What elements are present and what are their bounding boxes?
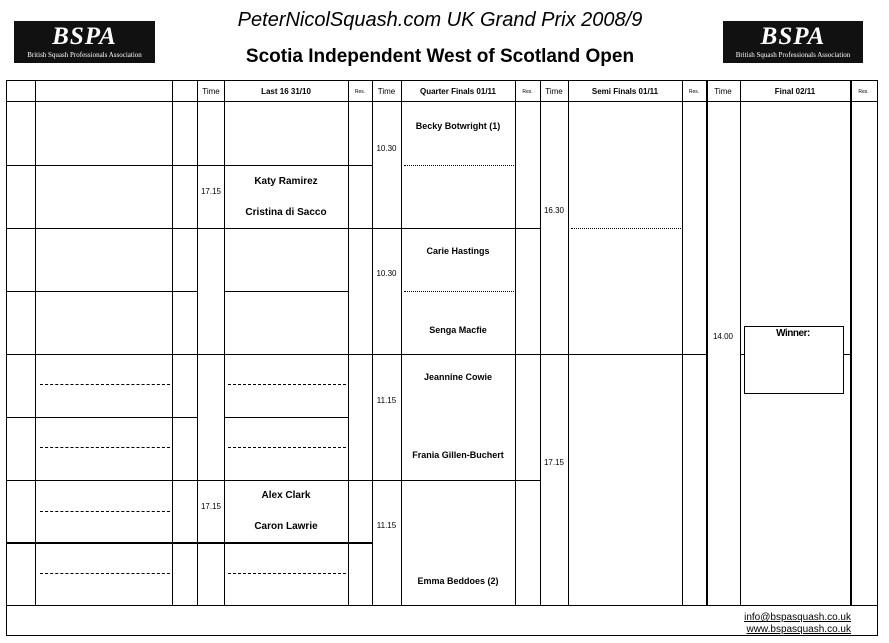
player-line xyxy=(404,291,514,292)
grid-col xyxy=(568,80,569,605)
match-time: 16.30 xyxy=(543,206,565,215)
col-header-res: Res. xyxy=(354,89,366,95)
player-name: Frania Gillen-Buchert xyxy=(412,450,504,460)
grid-col xyxy=(348,80,349,605)
row-line xyxy=(224,417,348,418)
winner-box xyxy=(744,326,844,394)
row-line xyxy=(6,165,373,166)
player-name: Cristina di Sacco xyxy=(245,207,327,218)
match-time: 17.15 xyxy=(543,458,565,467)
logo-subtext: British Squash Professionals Association xyxy=(735,51,851,59)
col-header-time: Time xyxy=(202,87,220,96)
qf-line xyxy=(372,480,540,481)
col-header-semi: Semi Finals 01/11 xyxy=(591,87,659,96)
col-header-res: Res. xyxy=(858,89,869,95)
col-header-time: Time xyxy=(714,87,732,96)
match-time: 10.30 xyxy=(376,144,397,153)
grid-col xyxy=(540,80,541,605)
logo-text: BSPA xyxy=(760,23,826,50)
col-header-time: Time xyxy=(545,87,563,96)
player-name: Alex Clark xyxy=(261,490,311,501)
player-line xyxy=(40,511,170,512)
match-time: 17.15 xyxy=(200,187,222,196)
logo-subtext: British Squash Professionals Association xyxy=(27,51,142,59)
player-name: Carie Hastings xyxy=(426,246,490,256)
row-line xyxy=(224,291,348,292)
row-line xyxy=(6,291,197,292)
header-row-bottom xyxy=(6,101,878,102)
grid-bottom xyxy=(6,605,878,606)
bspa-logo-right xyxy=(723,21,863,63)
grid-col xyxy=(740,80,741,605)
player-name: Senga Macfie xyxy=(429,325,487,335)
row-line xyxy=(6,354,373,355)
grid-col xyxy=(515,80,516,605)
qf-line xyxy=(372,354,540,355)
frame-top xyxy=(6,80,878,81)
match-time: 11.15 xyxy=(376,396,397,405)
grid-col xyxy=(850,80,852,605)
col-header-quarter: Quarter Finals 01/11 xyxy=(419,87,497,96)
qf-line xyxy=(372,228,540,229)
col-header-res: Res. xyxy=(522,89,533,95)
sf-line xyxy=(540,354,706,355)
grid-col xyxy=(401,80,402,605)
player-line xyxy=(571,228,681,229)
bspa-logo-left xyxy=(14,21,155,63)
player-name: Jeannine Cowie xyxy=(423,372,493,382)
email-link[interactable]: info@bspasquash.co.uk xyxy=(744,612,851,623)
col-header-time: Time xyxy=(377,87,396,96)
match-time: 11.15 xyxy=(376,521,397,530)
player-name: Katy Ramirez xyxy=(254,176,318,187)
logo-text: BSPA xyxy=(52,23,117,50)
grid-col xyxy=(682,80,683,605)
grid-col xyxy=(197,80,198,605)
col-header-last16: Last 16 31/10 xyxy=(261,87,311,96)
website-link[interactable]: www.bspasquash.co.uk xyxy=(746,624,851,635)
frame-bottom xyxy=(6,635,878,636)
row-line xyxy=(6,480,373,481)
player-name: Caron Lawrie xyxy=(254,521,318,532)
player-line xyxy=(228,573,346,574)
grid-col xyxy=(706,80,708,605)
col-header-final: Final 02/11 xyxy=(774,87,816,96)
match-time: 14.00 xyxy=(712,332,734,341)
frame-left xyxy=(6,80,7,636)
player-line xyxy=(40,384,170,385)
player-line xyxy=(228,447,346,448)
grid-col xyxy=(35,80,36,605)
player-name: Emma Beddoes (2) xyxy=(417,576,499,586)
row-line xyxy=(6,417,197,418)
player-name: Becky Botwright (1) xyxy=(415,121,501,131)
page-title: PeterNicolSquash.com UK Grand Prix 2008/9 xyxy=(237,9,643,31)
row-line xyxy=(6,228,373,229)
player-line xyxy=(40,447,170,448)
row-line xyxy=(6,542,373,544)
match-time: 17.15 xyxy=(200,502,222,511)
grid-col xyxy=(172,80,173,605)
player-line xyxy=(40,573,170,574)
match-time: 10.30 xyxy=(376,269,397,278)
player-line xyxy=(228,384,346,385)
winner-label: Winner: xyxy=(776,328,810,339)
event-title: Scotia Independent West of Scotland Open xyxy=(245,46,635,67)
player-line xyxy=(404,165,514,166)
frame-right xyxy=(877,80,878,636)
col-header-res: Res. xyxy=(688,89,700,95)
